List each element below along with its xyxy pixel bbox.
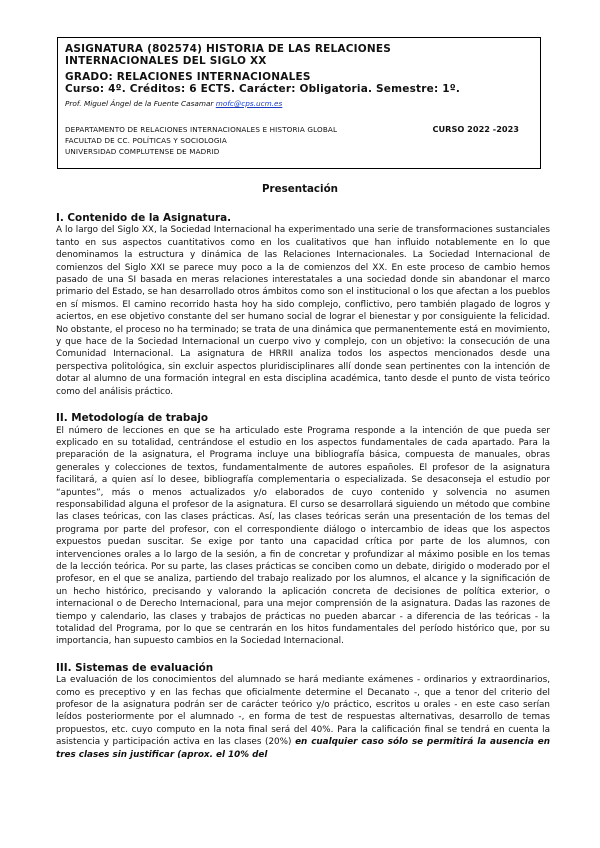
section-paragraph bbox=[56, 674, 550, 761]
section-evaluacion bbox=[56, 662, 550, 761]
department-row bbox=[65, 124, 533, 135]
academic-year: CURSO 2022 -2023 bbox=[432, 124, 519, 134]
department-name: DEPARTAMENTO DE RELACIONES INTERNACIONALES E HISTORIA GLOBAL bbox=[65, 125, 338, 134]
professor-email-link[interactable]: mofc@cps.ucm.es bbox=[215, 99, 283, 108]
course-title-line-2: INTERNACIONALES DEL SIGLO XX bbox=[65, 55, 267, 67]
professor-name: Prof. Miguel Ángel de la Fuente Casamar bbox=[65, 99, 214, 108]
section-contenido bbox=[56, 212, 550, 398]
section-heading: II. Metodología de trabajo bbox=[56, 412, 209, 425]
degree-line: GRADO: RELACIONES INTERNACIONALES bbox=[65, 71, 311, 83]
section-paragraph: A lo largo del Siglo XX, la Sociedad Internacional ha experimentado una serie de transformaciones sustanciales tanto en sus aspectos cuantitativos como en los cualitativos que han influido notablemente en lo que denominamos la estructura y dinámica de las Relaciones Internacionales. La Sociedad Internacional de comienzos del Siglo XXI se parece muy poco a la de comienzos del XX. En este proceso de cambio hemos pasado de una SI basada en meras relaciones interestatales a una sociedad donde sin abandonar el marco primario del Estado, se han desarrollado otros ámbitos como son el institucional o los que afectan a los pueblos en sí mismos. El camino recorrido hasta hoy ha sido complejo, conflictivo, pero también plagado de logros y aciertos, en ese objetivo constante del ser humano social de lograr el bienestar y por consiguiente la felicidad. No obstante, el proceso no ha terminado; se trata de una dinámica que permanentemente está en movimiento, y que hace de la Sociedad Internacional un cuerpo vivo y complejo, con un objetivo: la consecución de una Comunidad Internacional. La asignatura de HRRII analiza todos los aspectos mencionados desde una perspectiva politológica, sin excluir aspectos pluridisciplinares allí donde sean pertinentes con la intención de dotar al alumno de una formación integral en esta disciplina académica, tanto desde el punto de vista teórico como del análisis práctico. bbox=[56, 225, 550, 397]
presentation-heading: Presentación bbox=[262, 183, 338, 195]
evaluation-emphasis: en cualquier caso sólo se permitirá la ausencia en tres clases sin justificar (aprox. el 10% del bbox=[56, 737, 550, 760]
university-name: UNIVERSIDAD COMPLUTENSE DE MADRID bbox=[65, 147, 220, 156]
section-heading: III. Sistemas de evaluación bbox=[56, 661, 214, 674]
document-body bbox=[56, 212, 550, 761]
faculty-name: FACULTAD DE CC. POLÍTICAS Y SOCIOLOGIA bbox=[65, 136, 227, 145]
course-header-box bbox=[57, 37, 541, 169]
course-info-line: Curso: 4º. Créditos: 6 ECTS. Carácter: Obligatoria. Semestre: 1º. bbox=[65, 83, 461, 95]
section-heading: I. Contenido de la Asignatura. bbox=[56, 212, 232, 224]
course-title-line-1: ASIGNATURA (802574) HISTORIA DE LAS RELACIONES bbox=[65, 43, 391, 55]
section-paragraph: El número de lecciones en que se ha articulado este Programa responde a la intención de que pueda ser explicado en su totalidad, centrándose el estudio en los aspectos fundamentales de cada apartado. Para la preparación de la asignatura, el Programa incluye una bibliografía básica, compuesta de manuales, obras generales y colecciones de textos, fundamentalmente de autores españoles. El profesor de la asignatura facilitará, a quien así lo desee, bibliografía complementaria o especializada. Se desaconseja el estudio por “apuntes”, más o menos actualizados y/o elaborados de cuyo contenido y solvencia no asumen responsabilidad alguna el profesor de la asignatura. El curso se desarrollará siguiendo un método que combine las clases teóricas, con las clases prácticas. Así, las clases teóricas serán una presentación de los temas del programa por parte del profesor, con el correspondiente diálogo o intercambio de ideas que los aspectos expuestos puedan suscitar. Se exige por tanto una capacidad crítica por parte de los alumnos, con intervenciones orales a lo largo de la sesión, a fin de concretar y profundizar al máximo posible en los temas de la lección teórica. Por su parte, las clases prácticas se conciben como un debate, dirigido o moderado por el profesor, en el que se analiza, partiendo del trabajo realizado por los alumnos, el alcance y la significación de un hecho histórico, precisando y valorando la aplicación concreta de decisiones de política exterior, o internacional o de Derecho Internacional, para una mejor comprensión de la asignatura. Dadas las razones de tiempo y calendario, las clases y trabajos de prácticas no pueden abarcar - a diferencia de las teóricas - la totalidad del Programa, por lo que se centrarán en los hitos fundamentales del período histórico que, por su importancia, han supuesto cambios en la Sociedad Internacional. bbox=[56, 425, 550, 647]
professor-line bbox=[65, 98, 533, 110]
section-metodologia bbox=[56, 412, 550, 648]
evaluation-text: La evaluación de los conocimientos del alumnado se hará mediante exámenes - ordinarios y extraordinarios, como es preceptivo y en las fechas que oficialmente determine el Decanato -, que a tenor del criterio del profesor de la asignatura podrán ser de carácter teórico y/o práctico, escritos u orales - en este caso serían leídos posteriormente por el alumnado -, en forma de test de respuestas alternativas, desarrollo de temas propuestos, etc. cuyo computo en la nota final será del 40%. Para la calificación final se tendrá en cuenta la asistencia y participación activa en las clases (20%) bbox=[56, 675, 550, 748]
